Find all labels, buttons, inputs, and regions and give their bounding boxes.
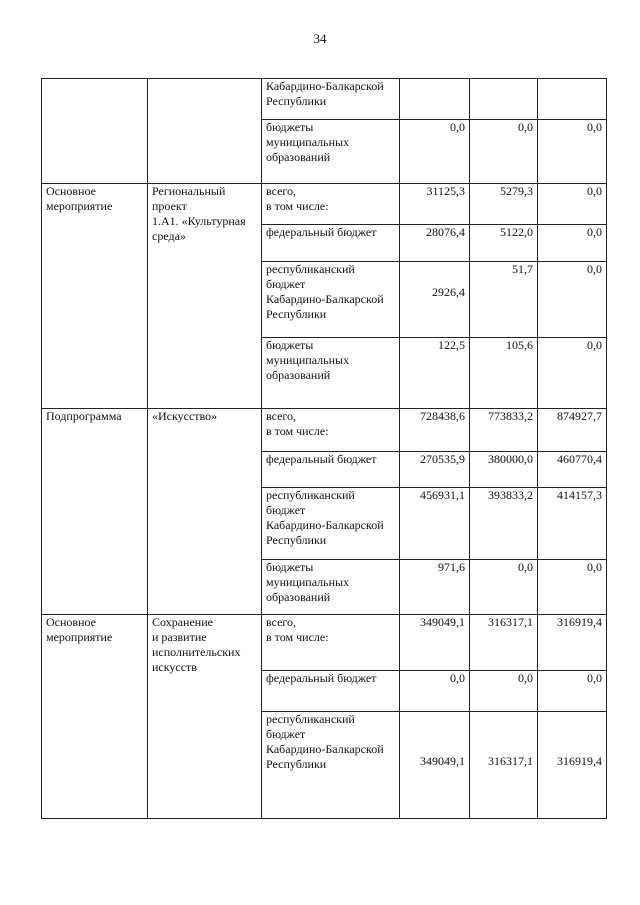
cell-value-1: 28076,4 (400, 225, 470, 262)
cell-value-3: 414157,3 (538, 488, 607, 560)
cell-value-3: 0,0 (538, 120, 607, 184)
cell-value-3: 874927,7 (538, 409, 607, 452)
cell-value-2: 316317,1 (470, 615, 538, 671)
cell-value-1: 2926,4 (400, 262, 470, 338)
cell-value-2: 380000,0 (470, 452, 538, 488)
cell-funding-source: республиканский бюджет Кабардино-Балкарской Республики (262, 712, 400, 819)
cell-value-2: 0,0 (470, 120, 538, 184)
cell-value-3 (538, 79, 607, 120)
cell-funding-source: всего, в том числе: (262, 409, 400, 452)
cell-funding-source: республиканский бюджет Кабардино-Балкарской Республики (262, 262, 400, 338)
cell-value-1: 349049,1 (400, 712, 470, 819)
cell-value-2: 773833,2 (470, 409, 538, 452)
table-row (42, 409, 607, 452)
cell-value-1: 349049,1 (400, 615, 470, 671)
cell-funding-source: республиканский бюджет Кабардино-Балкарской Республики (262, 488, 400, 560)
cell-value-1 (400, 79, 470, 120)
cell-value-1: 0,0 (400, 120, 470, 184)
cell-value-2: 0,0 (470, 560, 538, 615)
cell-name: «Искусство» (148, 409, 262, 615)
cell-value-1: 122,5 (400, 338, 470, 409)
table-row (42, 79, 607, 120)
cell-value-1: 971,6 (400, 560, 470, 615)
cell-value-3: 316919,4 (538, 615, 607, 671)
cell-funding-source: бюджеты муниципальных образований (262, 120, 400, 184)
cell-value-3: 0,0 (538, 560, 607, 615)
cell-value-3: 0,0 (538, 262, 607, 338)
cell-category: Основное мероприятие (42, 184, 148, 409)
cell-funding-source: всего, в том числе: (262, 615, 400, 671)
cell-value-2: 51,7 (470, 262, 538, 338)
cell-value-2: 5122,0 (470, 225, 538, 262)
cell-value-3: 0,0 (538, 225, 607, 262)
cell-name (148, 79, 262, 184)
cell-funding-source: Кабардино-Балкарской Республики (262, 79, 400, 120)
cell-value-2: 105,6 (470, 338, 538, 409)
table-row (42, 615, 607, 671)
cell-category: Подпрограмма (42, 409, 148, 615)
cell-value-1: 0,0 (400, 671, 470, 712)
cell-funding-source: всего, в том числе: (262, 184, 400, 225)
cell-value-1: 728438,6 (400, 409, 470, 452)
cell-funding-source: федеральный бюджет (262, 452, 400, 488)
cell-value-1: 31125,3 (400, 184, 470, 225)
cell-value-2: 393833,2 (470, 488, 538, 560)
page-number: 34 (313, 31, 327, 46)
cell-value-2: 5279,3 (470, 184, 538, 225)
cell-value-2: 0,0 (470, 671, 538, 712)
cell-funding-source: бюджеты муниципальных образований (262, 560, 400, 615)
budget-table (41, 78, 607, 819)
cell-funding-source: федеральный бюджет (262, 225, 400, 262)
cell-value-1: 456931,1 (400, 488, 470, 560)
cell-name: Сохранение и развитие исполнительских искусств (148, 615, 262, 819)
cell-value-2: 316317,1 (470, 712, 538, 819)
cell-category: Основное мероприятие (42, 615, 148, 819)
cell-value-3: 316919,4 (538, 712, 607, 819)
cell-value-3: 460770,4 (538, 452, 607, 488)
cell-name: Региональный проект 1.А1. «Культурная среда» (148, 184, 262, 409)
cell-value-3: 0,0 (538, 338, 607, 409)
cell-value-3: 0,0 (538, 184, 607, 225)
cell-funding-source: бюджеты муниципальных образований (262, 338, 400, 409)
table-row (42, 184, 607, 225)
cell-value-1: 270535,9 (400, 452, 470, 488)
cell-funding-source: федеральный бюджет (262, 671, 400, 712)
cell-value-3: 0,0 (538, 671, 607, 712)
cell-category (42, 79, 148, 184)
cell-value-2 (470, 79, 538, 120)
